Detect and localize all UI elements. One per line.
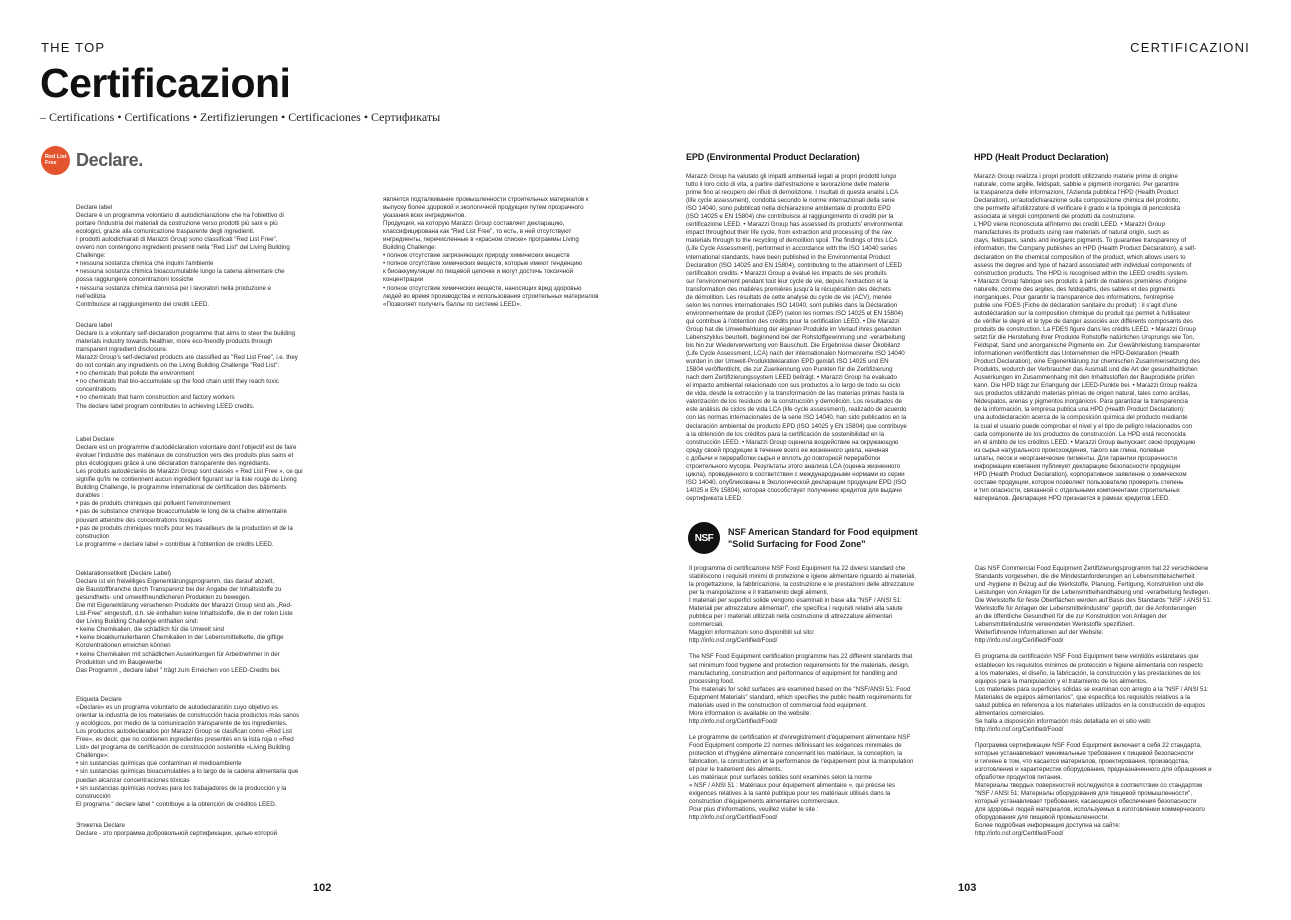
nsf-heading-line2: "Solid Surfacing for Food Zone": [728, 539, 866, 549]
declare-logo: [41, 146, 143, 175]
nsf-block-it: Il programma di certificazione NSF Food Equipment ha 22 diversi standard che stabiliscono i requisiti minimi di protezione e igiene alimentare riguardo ai materiali, la progettazione, la fabbricazione, la costruzione e le prestazioni delle attrezzature per la manipolazione e il trattamento degli alimenti. I materiali per superfici solide vengono esaminati in base alla "NSF / ANSI 51: Materiali per attrezzature alimentari", che specifica i requisiti relativi alla salute pubblica per i materiali utilizzati nella costruzione di attrezzature alimentari commerciali. Maggiori informazioni sono disponibili sul sito: http://info.nsf.org/Certified/Food/: [689, 565, 916, 645]
nsf-block-es: El programa de certificación NSF Food Equipment tiene veintidós estándares que establecen los requisitos mínimos de protección e higiene alimentaria con respecto a los materiales, el diseño, la fabricación, la construcción y las prestaciones de los equipos para la manipulación y el tratamiento de los alimentos. Los materiales para superficies sólidas se examinan con arreglo a la "NSF / ANSI 51: Materiales de equipos alimentarios", que especifica los requisitos relativos a la salud pública en referencia a los materiales utilizados en la construcción de equipos alimentarios comerciales. Se halla a disposición información más detallada en el sitio web: http://info.nsf.org/Certified/Food/: [975, 653, 1209, 733]
block-title: Etiqueta Declare: [76, 696, 122, 704]
nsf-block-fr: Le programme de certification et d'enregistrement d'équipement alimentaire NSF Food Equipment comporte 22 normes définissant les exigences minimales de protection et d'hygiène alimentaire concernant les matériaux, la conception, la fabrication, la construction et la performance de l'équipement pour la manipulation et pour le traitement des aliments. Les matériaux pour surfaces solides sont examinés selon la norme « NSF / ANSI 51 : Matériaux pour équipement alimentaire », qui précise les exigences relatives à la santé publique pour les matériaux utilisés dans la construction d'équipements alimentaires commerciaux. Pour plus d'informations, veuillez visiter le site : http://info.nsf.org/Certified/Food/: [689, 733, 914, 822]
block-title: Declare label: [76, 204, 113, 212]
declare-block-ru: [76, 814, 336, 838]
epd-body: Marazzi Group ha valutato gli impatti ambientali legati ai propri prodotti lungo tutto il loro ciclo di vita, a partire dall'estrazione e lavorazione delle materie prime fino al recupero dei rifiuti di demolizione. I risultati di questa analisi LCA (life cycle assessment), condotta secondo le norme internazionali della serie ISO 14040, sono pubblicati nella dichiarazione ambientale di prodotto EPD (ISO 14025 e EN 15804) che contribuisce al raggiungimento di crediti per la certificazione LEED. • Marazzi Group has assessed its products' environmental impact throughout their life cycle, from extraction and processing of the raw materials through to the recycling of demolition spoil. The findings of this LCA (Life Cycle Assessment), performed in accordance with the ISO 14040 series international standards, have been published in the Environmental Product Declaration (ISO 14025 and EN 15804), contributing to the attainment of LEED certification credits. • Marazzi Group a évalué les impacts de ses produits sur l'environnement pendant tout leur cycle de vie, depuis l'extraction et la transformation des matières premières jusqu'à la récupération des déchets de démolition. Les résultats de cette analyse du cycle de vie (ACV), menée selon les normes internationales ISO 14040, sont publiés dans la Déclaration environnementale de produit (DEP) (selon les normes ISO 14025 et EN 15804) qui contribue à l'obtention des crédits pour la certification LEED. • Die Marazzi Group hat die Umweltwirkung der eigenen Produkte im Verlauf ihres gesamten Lebenszyklus beurteilt, beginnend bei der Rohstoffgewinnung und -verarbeitung bis hin zur Wiederverwertung von Bauschutt. Die Ergebnisse dieser Ökobilanz (Life Cycle Assessment, LCA) nach der internationalen Normenreihe ISO 14040 wurden in der Umwelt-Produktdeklaration EPD gemäß ISO 14025 und EN 15804 veröffentlicht, die zur Zuerkennung von Punkten für die Zertifizierung nach dem Zertifizierungssystem LEED beiträgt. • Marazzi Group ha evaluado el impacto ambiental relacionado con sus productos a lo largo de todo su ciclo de vida, desde la extracción y la transformación de las materias primas hasta la valorización de los residuos de la construcción y demolición. Los resultados de este análisis de ciclos de vida LCA (life cycle assessment), realizado de acuerdo con las normas internacionales de la serie ISO 14040, han sido publicados en la declaración ambiental de producto EPD (ISO 14025 y EN 15804) que contribuye a la obtención de los créditos para la certificación de sostenibilidad en la construcción LEED. • Marazzi Group оценила воздействие на окружающую среду своей продукции в течение всего ее жизненного цикла, начиная с добычи и переработки сырья и вплоть до повторной переработки строительного мусора. Результаты этого анализа LCA (оценка жизненного цикла), проведенного в соответствии с международными нормами из серии ISO 14040, опубликованы в Экологической декларации продукции EPD (ISO 14025 и EN 15804), которая способствует получению кредитов для выдачи сертификата LEED.: [686, 173, 907, 502]
declare-column-1: [76, 196, 336, 838]
nsf-heading: [728, 526, 918, 550]
running-header: CERTIFICAZIONI: [1130, 40, 1250, 55]
block-body: Declare is a voluntary self-declaration programme that aims to steer the building materials industry towards healthier, more eco-friendly products through transparent ingredient disclosure. Marazzi Group's self-declared products are classified as "Red List Free", i.e. they do not contain any ingredients on the Living Building Challenge "Red List": • no chemicals that pollute the environment • no chemicals that bio-accumulate up the food chain until they reach toxic concentrations • no chemicals that harm construction and factory workers The declare label program contributes to achieving LEED credits.: [76, 330, 298, 410]
hpd-heading: HPD (Healt Product Declaration): [974, 152, 1109, 162]
declare-block-it: [76, 196, 336, 314]
nsf-logo: NSF: [688, 522, 720, 554]
declare-column-2: [383, 196, 643, 309]
red-list-free-badge: Red List Free: [41, 146, 70, 175]
nsf-block-ru: Программа сертификации NSF Food Equipment включает в себя 22 стандарта, которые устанавливают минимальные требования к пищевой безопасности и гигиене в том, что касается материалов, проектирования, производства, изготовления и характеристик оборудования, предназначенного для обращения и обработки продуктов питания. Материалы твердых поверхностей исследуются в соответствии со стандартом "NSF / ANSI 51: Материалы оборудования для пищевой промышленности", который устанавливает требования, касающиеся обеспечения безопасности для здоровья людей материалов, используемых в изготовлении коммерческого оборудования для пищевой промышленности. Более подробная информация доступна на сайте: http://info.nsf.org/Certified/Food/: [975, 741, 1212, 838]
page-title: Certificazioni: [40, 60, 291, 106]
epd-section: [686, 153, 951, 503]
block-body: Declare - это программа добровольной сертификации, целью которой: [76, 830, 278, 838]
block-title: Declare label: [76, 322, 113, 330]
hpd-body: Marazzi Group realizza i propri prodotti utilizzando materie prime di origine naturale, come argille, feldspati, sabbie e pigmenti inorganici. Per garantire la trasparenza delle informazioni, l'Azienda pubblica l'HPD (Health Product Declaration), un'autodichiarazione sulla composizione chimica del prodotto, che permette all'utilizzatore di verificare il grado e la tipologia di pericolosità associata ai singoli componenti dei prodotti da costruzione. L'HPD viene riconosciuta all'interno dei crediti LEED. • Marazzi Group manufactures its products using raw materials of natural origin, such as clays, feldspars, sands and inorganic pigments. To guarantee transparency of information, the Company publishes an HPD (Health Product Declaration), a self- declaration on the chemical composition of the product, which allows users to assess the degree and type of hazard associated with individual components of construction products. The HPD is recognised within the LEED credits system. • Marazzi Group fabrique ses produits à partir de matières premières d'origine naturelle, comme des argiles, des feldspaths, des sables et des pigments inorganiques. Pour garantir la transparence des informations, l'entreprise publie une FDES (Fiche de déclaration sanitaire du produit) : il s'agit d'une autodéclaration sur la composition chimique du produit qui permet à l'utilisateur de vérifier le degré et le type de danger associés aux différents composants des produits de construction. La FDES figure dans les crédits LEED. • Marazzi Group setzt für die Herstellung ihrer Produkte Rohstoffe natürlichen Ursprungs wie Ton, Feldspat, Sand und anorganische Pigmente ein. Zur Gewährleistung transparenter Informationen veröffentlicht das Unternehmen die HPD-Deklaration (Health Product Declaration), eine Eigenerklärung zur chemischen Zusammensetzung des Produkts, wodurch der Verbraucher das Ausmaß und die Art der gesundheitlichen Auswirkungen im Zusammenhang mit den Inhaltsstoffen der Bauprodukte prüfen kann. Die HPD trägt zur Erlangung der LEED-Punkte bei. • Marazzi Group realiza sus productos utilizando materias primas de origen natural, tales como arcillas, feldespatos, arenas y pigmentos inorgánicos. Para garantizar la transparencia de la información, la empresa publica una HPD (Health Product Declaration): una autodeclaración acerca de la composición química del producto mediante la cual el usuario puede comprobar el nivel y el tipo de peligro relacionados con cada componente de los productos de construcción. La HPD está reconocida en el ámbito de los créditos LEED. • Marazzi Group выпускает свою продукцию из сырья натурального происхождения, такого как глина, полевые шпаты, песок и неорганические пигменты. Для гарантии прозрачности информации компания публикует декларацию безопасности продукции HPD (Health Product Declaration), корпоративное заявление о химическом составе продукции, которое позволяет пользователю проверить степень и тип опасности, связанной с отдельными компонентами строительных материалов. Декларация HPD признается в рамках кредитов LEED.: [974, 173, 1201, 502]
block-body: Declare è un programma volontario di autodichiarazione che ha l'obiettivo di portare l'industria dei materiali da costruzione verso prodotti più sani e più ecologici, grazie alla comunicazione trasparente degli ingredienti. I prodotti autodichiarati di Marazzi Group sono classificati "Red List Free", ovvero non contengono ingredienti presenti nella "Red List" del Living Building Challenge: • nessuna sostanza chimica che inquini l'ambiente • nessuna sostanza chimica bioaccumulabile lungo la catena alimentare che possa raggiungere concentrazioni tossiche • nessuna sostanza chimica dannosa per i lavoratori nella produzione e nell'edilizia Contribuisce al raggiungimento dei crediti LEED.: [76, 212, 290, 308]
declare-block-de: [76, 562, 336, 688]
epd-heading: EPD (Environmental Product Declaration): [686, 152, 860, 162]
block-body: «Declare» es un programa voluntario de autodeclaración cuyo objetivo es orientar la industria de los materiales de construcción hacia productos más sanos y ecológicos, por medio de la comunicación transparente de los ingredientes. Los productos autodeclarados por Marazzi Group se clasifican como «Red List Free», es decir, que no contienen ingredientes presentes en la lista roja o «Red List» del programa de certificación de construcción sostenible «Living Building Challenge»: • sin sustancias químicas que contaminan el medioambiente • sin sustancias químicas bioacumulables a lo largo de la cadena alimentaria que puedan alcanzar concentraciones tóxicas • sin sustancias químicas nocivas para los trabajadores de la producción y la construcción El programa " declare label " contribuye a la obtención de créditos LEED.: [76, 704, 300, 808]
nsf-header: [688, 522, 918, 554]
nsf-block-en: The NSF Food Equipment certification programme has 22 different standards that set minimum food hygiene and protection requirements for the materials, design, manufacturing, construction and performance of equipment for handling and processing food. The materials for solid surfaces are examined based on the "NSF/ANSI 51: Food Equipment Materials" standard, which specifies the public health requirements for materials used in the construction of commercial food equipment. More information is available on the website: http://info.nsf.org/Certified/Food/: [689, 653, 913, 725]
block-title: Label Declare: [76, 436, 115, 444]
declare-block-es: [76, 688, 336, 814]
declare-block-fr: [76, 428, 336, 562]
block-title: Deklarationsetikett (Declare Label): [76, 570, 171, 578]
block-body: Declare est un programme d'autodéclaration volontaire dont l'objectif est de faire évoluer l'industrie des matériaux de construction vers des produits plus sains et plus écologiques grâce à une déclaration transparente des ingrédiants. Les produits autodéclarés de Marazzi Group sont classés « Red List Free », ce qui signifie qu'ils ne contiennent aucun ingrédient figurant sur la liste rouge du Living Building Challenge, le programme international de certification des bâtiments durables : • pas de produits chimiques qui polluent l'environnement • pas de substance chimique bioaccumulable le long de la chaîne alimentaire pouvant atteindre des concentrations toxiques • pas de produits chimiques nocifs pour les travailleurs de la production et de la construction Le programme « declare label » contribue à l'obtention de crédits LEED.: [76, 444, 303, 548]
nsf-column-right: [975, 565, 1250, 839]
page-number-right: 103: [958, 882, 977, 894]
page-number-left: 102: [313, 882, 332, 894]
page-subtitle: – Certifications • Certifications • Zertifizierungen • Certificaciones • Сертификаты: [40, 110, 441, 124]
declare-wordmark: Declare.: [76, 150, 143, 170]
section-label: THE TOP: [41, 40, 106, 55]
block-title: Этикетка Declare: [76, 822, 125, 830]
nsf-heading-line1: NSF American Standard for Food equipment: [728, 527, 918, 537]
block-body: Declare ist ein freiwilliges Eigenerklärungsprogramm, das darauf abzielt, die Baustoffbranche durch Transparenz bei der Angabe der Inhaltsstoffe zu gesundheits- und umweltfreundlicheren Produkten zu bewegen. Die mit Eigenerklärung versehenen Produkte der Marazzi Group sind als „Red- List-Free" eingestuft, d.h. sie enthalten keine Inhaltsstoffe, die in der roten Liste der Living Building Challenge enthalten sind: • keine Chemikalien, die schädlich für die Umwelt sind • keine bioakkumulierbaren Chemikalien in der Lebensmittelkette, die giftige Konzentrationen erreichen können • keine Chemikalien mit schädlichen Auswirkungen für Arbeitnehmer in der Produktion und im Baugewerbe Das Programm „ declare label " trägt zum Erreichen von LEED-Credits bei.: [76, 578, 293, 674]
nsf-block-de: Das NSF Commercial Food Equipment Zertifizierungsprogramm hat 22 verschiedene Standards vorgesehen, die die Mindestanforderungen an Lebensmittelsicherheit und -hygiene in Bezug auf die Werkstoffe, Planung, Fertigung, Konstruktion und die Leistungen von Anlagen für die Lebensmittelhandhabung und -verarbeitung festlegen. Die Werkstoffe für feste Oberflächen werden auf Basis des Standards "NSF / ANSI 51: Werkstoffe für Anlagen der Lebensmittelindustrie" geprüft, der die Anforderungen an die öffentliche Gesundheit für die zur Konstruktion von Anlagen der Lebensmittelindustrie verwendeten Werkstoffe spezifiziert. Weiterführende Informationen auf der Website: http://info.nsf.org/Certified/Food/: [975, 565, 1212, 645]
nsf-column-left: [689, 565, 954, 822]
declare-block-ru-continued: является подталкивание промышленности строительных материалов к выпуску более здоровой и экологичной продукции путем прозрачного указания всех ингредиентов. Продукция, на которую Marazzi Group составляет декларацию, классифицирована как "Red List Free", то есть, в ней отсутствуют ингредиенты, перечисленные в «красном списке» программы Living Building Challenge: • полное отсутствие загрязняющих природу химических веществ • полное отсутствие химических веществ, которые имеют тенденцию к биоаккумуляции по пищевой цепочке и могут достичь токсичной концентрации • полное отсутствие химических веществ, наносящих вред здоровью людей во время производства и использования строительных материалов «Позволяет получить баллы по системе LEED».: [383, 196, 599, 308]
declare-block-en: [76, 314, 336, 428]
hpd-section: [974, 153, 1239, 503]
